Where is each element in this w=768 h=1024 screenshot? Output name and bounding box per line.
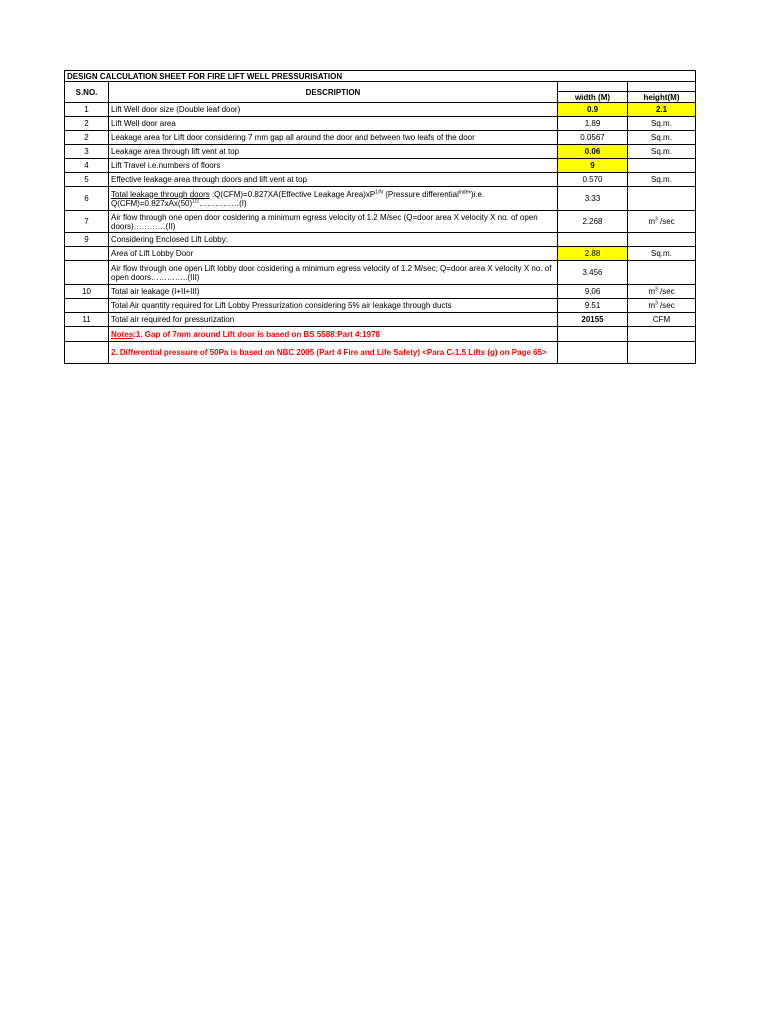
row-description: Air flow through one open door cosidering a minimum egress velocity of 1.2 M/sec (Q=door area X velocity X no. of open doors)…………(II) (109, 211, 558, 233)
row-sno: 4 (65, 159, 109, 173)
row-unit: $m^3$ /sec (628, 299, 696, 313)
row-value: 0.9 (558, 103, 628, 117)
row-sno (65, 299, 109, 313)
row-description: Lift Well door size (Double leaf door) (109, 103, 558, 117)
sheet-title: DESIGN CALCULATION SHEET FOR FIRE LIFT WELL PRESSURISATION (65, 71, 696, 82)
notes-row (65, 327, 696, 342)
row-sno: 9 (65, 233, 109, 247)
row-description: Total leakage through doors :Q(CFM)=0.827XA(Effective Leakage $Area)xP^{1/N}$ (Pressure differential$^{index}$)i.e. $Q(CFM)=0.827xAx(50)^{1/2}\dots\dots\dots\dots\dots(I)$ (109, 187, 558, 211)
table-row (65, 313, 696, 327)
note-2: 2. Differential pressure of 50Pa is based on NBC 2005 (Part 4 Fire and Life Safety) <Para C-1.5 Lifts (g) on Page 65> (109, 342, 558, 364)
row-sno: 3 (65, 145, 109, 159)
row-sno: 6 (65, 187, 109, 211)
row-value: 9.06 (558, 285, 628, 299)
table-row (65, 211, 696, 233)
row-sno: 2 (65, 117, 109, 131)
row-unit: $m^3$ /sec (628, 211, 696, 233)
row-sno: 2 (65, 131, 109, 145)
row-value: 3.33 (558, 187, 628, 211)
row-sno: 1 (65, 103, 109, 117)
row-unit (628, 261, 696, 285)
row-value: 0.06 (558, 145, 628, 159)
note-1: Notes:1. Gap of 7mm around Lift door is based on BS 5588:Part 4:1978 (109, 327, 558, 342)
row-unit (628, 233, 696, 247)
row-unit: $m^3$ /sec (628, 285, 696, 299)
calculation-sheet (64, 70, 696, 364)
row-description: Considering Enclosed Lift Lobby: (109, 233, 558, 247)
row-unit (628, 187, 696, 211)
row-unit: Sq.m. (628, 117, 696, 131)
row-value: 9.51 (558, 299, 628, 313)
row-description: Air flow through one open Lift lobby door cosidering a minimum egress velocity of 1.2 M/sec; Q=door area X velocity X no. of open doors…………..(III) (109, 261, 558, 285)
row-description: Effective leakage area through doors and lift vent at top (109, 173, 558, 187)
row-unit: CFM (628, 313, 696, 327)
row-description: Leakage area for Lift door considering 7 mm gap all around the door and between two leafs of the door (109, 131, 558, 145)
row-description: Lift Well door area (109, 117, 558, 131)
row-description: Leakage area through lift vent at top (109, 145, 558, 159)
row-value: 9 (558, 159, 628, 173)
row-description: Lift Travel i.e.numbers of floors (109, 159, 558, 173)
row-value: 0.0567 (558, 131, 628, 145)
row-description: Total Air quantity required for Lift Lobby Pressurization considering 5% air leakage through ducts (109, 299, 558, 313)
table-row (65, 247, 696, 261)
row-unit: Sq.m. (628, 145, 696, 159)
table-row (65, 261, 696, 285)
table-row (65, 159, 696, 173)
table-row (65, 173, 696, 187)
row-description: Area of Lift Lobby Door (109, 247, 558, 261)
table-row (65, 103, 696, 117)
row-value: 3.456 (558, 261, 628, 285)
row-sno (65, 261, 109, 285)
row-description: Total air leakage (I+II+III) (109, 285, 558, 299)
row-sno: 11 (65, 313, 109, 327)
table-row (65, 299, 696, 313)
table-row (65, 117, 696, 131)
row-description: Total air required for pressurization (109, 313, 558, 327)
row-value: 0.570 (558, 173, 628, 187)
table-row (65, 285, 696, 299)
table-row (65, 187, 696, 211)
table-row (65, 233, 696, 247)
row-value: 1.89 (558, 117, 628, 131)
row-value: 2.268 (558, 211, 628, 233)
row-unit (628, 159, 696, 173)
row-value: 20155 (558, 313, 628, 327)
table-row (65, 145, 696, 159)
row-unit: Sq.m. (628, 173, 696, 187)
header-sno: S.NO. (65, 82, 109, 103)
row-sno (65, 247, 109, 261)
header-width: width (M) (558, 92, 628, 103)
formula-heading: Total leakage through doors (111, 189, 210, 199)
row-value (558, 233, 628, 247)
row-sno: 10 (65, 285, 109, 299)
table-row (65, 131, 696, 145)
row-sno: 7 (65, 211, 109, 233)
notes-row (65, 342, 696, 364)
header-description: DESCRIPTION (109, 82, 558, 103)
row-unit: Sq.m. (628, 131, 696, 145)
header-height: height(M) (628, 92, 696, 103)
row-unit: Sq.m. (628, 247, 696, 261)
notes-label: Notes (111, 329, 134, 339)
row-value: 2.88 (558, 247, 628, 261)
row-unit: 2.1 (628, 103, 696, 117)
row-sno: 5 (65, 173, 109, 187)
